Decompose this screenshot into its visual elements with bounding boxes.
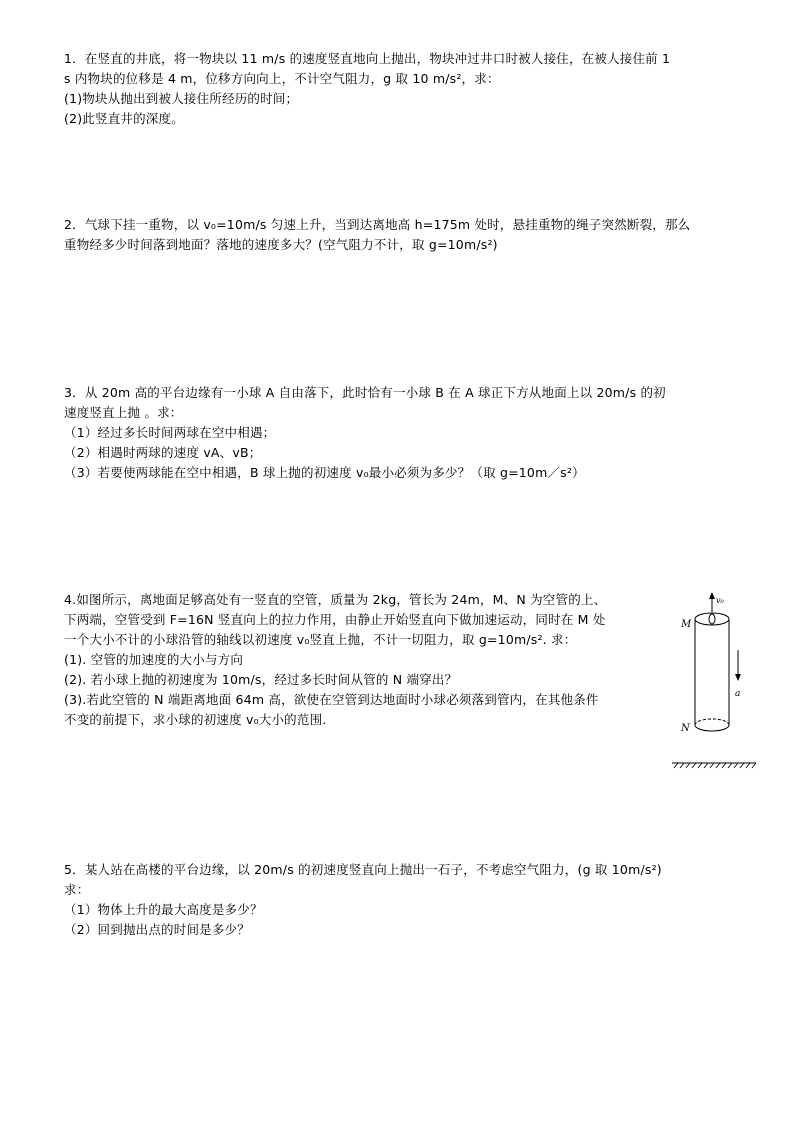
question-4-line-3: 一个大小不计的小球沿管的轴线以初速度 v₀竖直上抛，不计一切阻力，取 g=10m/s². 求： [64, 632, 577, 647]
question-5 [64, 860, 662, 940]
ball [709, 614, 715, 624]
tube-top-ellipse [695, 613, 729, 625]
question-4-line-7: 不变的前提下，求小球的初速度 v₀大小的范围. [64, 712, 327, 727]
n-label: N [681, 723, 690, 734]
question-3-line-4: （2）相遇时两球的速度 vA、vB； [64, 445, 262, 460]
a-arrow-head [735, 674, 741, 681]
question-4-line-1: 4.如图所示，离地面足够高处有一竖直的空管，质量为 2kg，管长为 24m，M、N 为空管的上、 [64, 592, 607, 607]
question-5-line-2: 求： [64, 882, 90, 897]
question-1-line-4: (2)此竖直井的深度。 [64, 111, 184, 126]
question-1-line-1: 1．在竖直的井底，将一物块以 11 m/s 的速度竖直地向上抛出，物块冲过井口时被人接住，在被人接住前 1 [64, 51, 671, 66]
question-3-line-2: 速度竖直上抛 。求： [64, 405, 183, 420]
question-4-line-2: 下两端，空管受到 F=16N 竖直向上的拉力作用，由静止开始竖直向下做加速运动，同时在 M 处 [64, 612, 606, 627]
a-label: a [735, 689, 741, 699]
question-4 [64, 590, 606, 730]
tube-figure [668, 586, 764, 775]
question-4-line-6: (3).若此空管的 N 端距离地面 64m 高，欲使在空管到达地面时小球必须落到管内，在其他条件 [64, 692, 599, 707]
question-3-line-3: （1）经过多长时间两球在空中相遇； [64, 425, 276, 440]
question-2-line-2: 重物经多少时间落到地面？落地的速度多大？(空气阻力不计，取 g=10m/s²) [64, 237, 498, 252]
question-2 [64, 215, 690, 255]
question-5-line-1: 5．某人站在高楼的平台边缘，以 20m/s 的初速度竖直向上抛出一石子，不考虑空气阻力，(g 取 10m/s²) [64, 862, 662, 877]
question-2-line-1: 2．气球下挂一重物，以 v₀=10m/s 匀速上升，当到达离地高 h=175m 处时，悬挂重物的绳子突然断裂，那么 [64, 217, 691, 232]
v0-arrow-head [709, 592, 715, 599]
question-5-line-3: （1）物体上升的最大高度是多少？ [64, 902, 263, 917]
question-3-line-1: 3．从 20m 高的平台边缘有一小球 A 自由落下，此时恰有一小球 B 在 A 球正下方从地面上以 20m/s 的初 [64, 385, 666, 400]
question-1 [64, 49, 670, 129]
question-3 [64, 383, 666, 483]
question-4-line-4: (1). 空管的加速度的大小与方向 [64, 652, 244, 667]
tube-bottom-front [695, 725, 729, 731]
question-3-line-5: （3）若要使两球能在空中相遇，B 球上抛的初速度 v₀最小必须为多少？（取 g=10m／s²） [64, 465, 585, 480]
question-4-line-5: (2). 若小球上抛的初速度为 10m/s，经过多长时间从管的 N 端穿出？ [64, 672, 458, 687]
question-1-line-2: s 内物块的位移是 4 m，位移方向向上，不计空气阻力，g 取 10 m/s²，求： [64, 71, 500, 86]
tube-diagram [668, 586, 764, 771]
question-5-line-4: （2）回到抛出点的时间是多少？ [64, 922, 250, 937]
question-1-line-3: (1)物块从抛出到被人接住所经历的时间； [64, 91, 299, 106]
m-label: M [681, 619, 692, 630]
tube-bottom-back [695, 719, 729, 725]
v0-label: v₀ [716, 596, 724, 605]
ground-hatch [674, 763, 756, 768]
